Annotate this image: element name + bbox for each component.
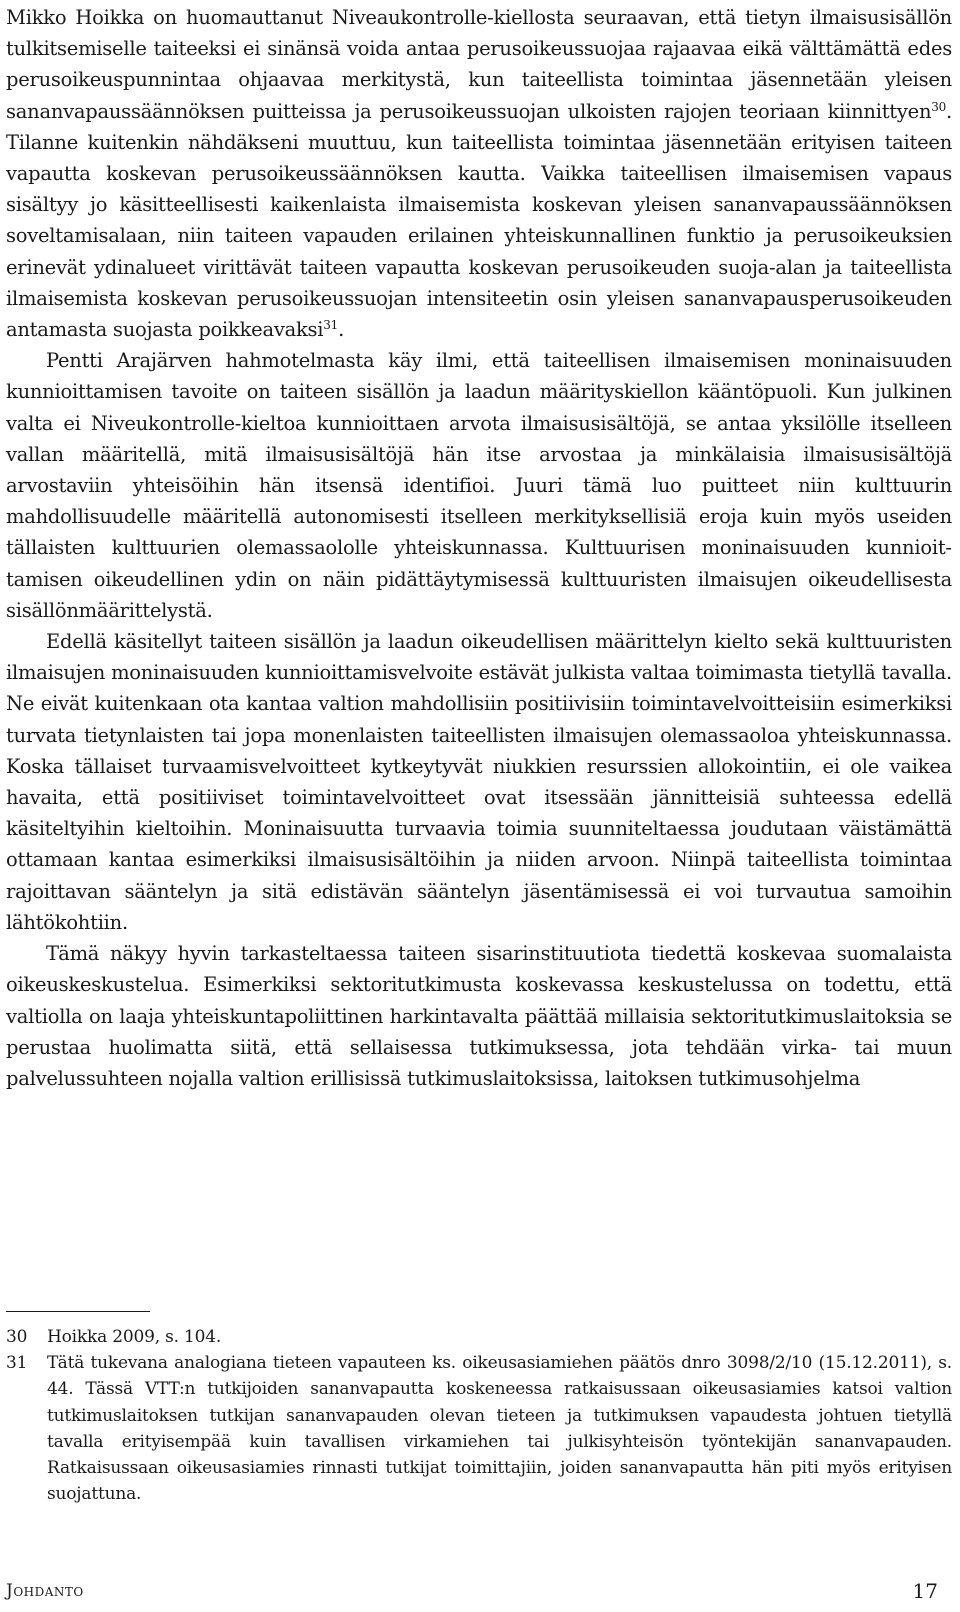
footnote-number: 30 [6, 1327, 28, 1347]
footnote-text: Tätä tukevana analogiana tieteen vapauteen ks. oikeusasiamiehen päätös dnro 3098/2/10 (15.12.2011), s. 44. Tässä VTT:n tutkijoiden sananvapautta koskeneessa ratkaisussaan oikeusasiamies katsoi valtion tutkimuslaitoksen tutkijan sananvapauden olevan tieteen ja tutkimuksen vapaudesta johtuen tietyllä tavalla erityisempää kuin tavallisen virkamiehen tai julkisyhteisön työntekijän sananvapauden. Ratkaisussaan oikeusasiamies rinnasti tutkijat toimittajiin, joiden sananvapautta hän piti myös erityisen suojattuna. [47, 1353, 952, 1505]
footnote-ref-30[interactable]: 30 [931, 99, 947, 114]
footnote-text: Hoikka 2009, s. 104. [47, 1327, 222, 1347]
page-body [6, 2, 952, 1094]
main-text [6, 2, 952, 1094]
paragraph-3: Edellä käsitellyt taiteen sisällön ja laadun oikeudellisen määrittelyn kielto sekä kulttuuristen ilmaisujen moninaisuuden kunnioittamisvelvoite estävät julkista valtaa toimimasta tietyllä tavalla. Ne eivät kuitenkaan ota kantaa valtion mahdollisiin positiivisiin toimintavelvoitteisiin esimerkiksi turvata tietynlaisten tai jopa monenlaisten taiteellisten ilmaisujen olemassaoloa yhteiskunnassa. Koska tällaiset turvaamisvelvoitteet kytkeytyvät niukkien resurssien allokointiin, ei ole vaikea havaita, että positiiviset toimintavelvoitteet ovat itsessään jännitteisiä suhteessa edellä käsiteltyihin kieltoihin. Moninaisuutta turvaavia toimia suunniteltaessa joudutaan väistämättä ottamaan kantaa esimerkiksi ilmaisusisältöihin ja niiden arvoon. Niinpä taiteellista toimintaa rajoittavan sääntelyn ja sitä edistävän sääntelyn jäsentämisessä ei voi turvautua samoihin lähtökohtiin. [6, 630, 952, 934]
running-footer [0, 1581, 960, 1605]
section-title: Johdanto [6, 1581, 84, 1601]
paragraph-1-text-b: . Tilanne kuitenkin nähdäkseni muuttuu, kun taiteellista toimintaa jäsennetään erityisen taiteen vapautta koskevan perusoikeussäännöksen kautta. Vaikka taiteellisen ilmaisemisen vapaus sisältyy jo käsitteellisesti kaikenlaista ilmaisemista koskevan yleisen sananvapaussäännöksen soveltamisalaan, niin taiteen vapauden erilainen yhteiskunnallinen funktio ja perusoikeuksien erinevät ydinalueet virittävät taiteen vapautta koskevan perusoikeuden suoja-alan ja taiteellista ilmaisemista koskevan perusoikeussuojan intensiteetin osin yleisen sananvapausperusoikeuden antamasta suojasta poikkeavaksi [6, 99, 952, 342]
paragraph-1-text-a: Mikko Hoikka on huomauttanut Niveaukontrolle-kiellosta seuraavan, että tietyn ilmaisusisällön tulkitsemiselle taiteeksi ei sinänsä voida antaa perusoikeussuojaa rajaavaa eikä välttämättä edes perusoikeuspunnintaa ohjaavaa merkitystä, kun taiteellista toimintaa jäsennetään yleisen sananvapaussäännöksen puitteissa ja perusoikeussuojan ulkoisten rajojen teoriaan kiinnittyen [6, 6, 952, 123]
footnote-31 [6, 1350, 952, 1507]
footnote-ref-31[interactable]: 31 [323, 318, 339, 333]
footnote-divider [6, 1311, 150, 1312]
paragraph-1 [6, 2, 952, 345]
footnote-number: 31 [6, 1353, 28, 1374]
paragraph-1-text-c: . [338, 318, 345, 342]
footnote-30 [6, 1324, 952, 1350]
paragraph-4: Tämä näkyy hyvin tarkasteltaessa taiteen sisarinstituutiota tiedettä koskevaa suomalaista oikeuskeskustelua. Esimerkiksi sektoritutkimusta koskevassa keskustelussa on todettu, että valtiolla on laaja yhteiskuntapoliittinen harkintavalta päättää millaisia sektoritutkimuslaitoksia se perustaa huolimatta siitä, että sellaisessa tutkimuksessa, jota tehdään virka- tai muun palvelussuhteen nojalla valtion erillisissä tutkimuslaitoksissa, laitoksen tutkimusohjelma [6, 942, 952, 1090]
footnotes [6, 1324, 952, 1507]
page-number: 17 [912, 1579, 938, 1603]
paragraph-2: Pentti Arajärven hahmotelmasta käy ilmi, että taiteellisen ilmaisemisen moninaisuuden kunnioittamisen tavoite on taiteen sisällön ja laadun määrityskiellon kääntöpuoli. Kun julkinen valta ei Niveukontrolle-kieltoa kunnioittaen arvota ilmaisusisältöjä, se antaa yksilölle itselleen vallan määritellä, mitä ilmaisusisältöjä hän itse arvostaa ja minkälaisia ilmaisusisältöjä arvostaviin yhteisöihin hän itsensä identifioi. Juuri tämä luo puitteet niin kulttuurin mahdollisuudelle määritellä autonomisesti itselleen merkityksellisiä eroja kuin myös useiden tällaisten kulttuurien olemassaololle yhteiskunnassa. Kulttuurisen moninaisuuden kunnioittamisen oikeudellinen ydin on näin pidättäytymisessä kulttuuristen ilmaisujen oikeudellisesta sisällönmäärittelystä. [6, 349, 952, 622]
